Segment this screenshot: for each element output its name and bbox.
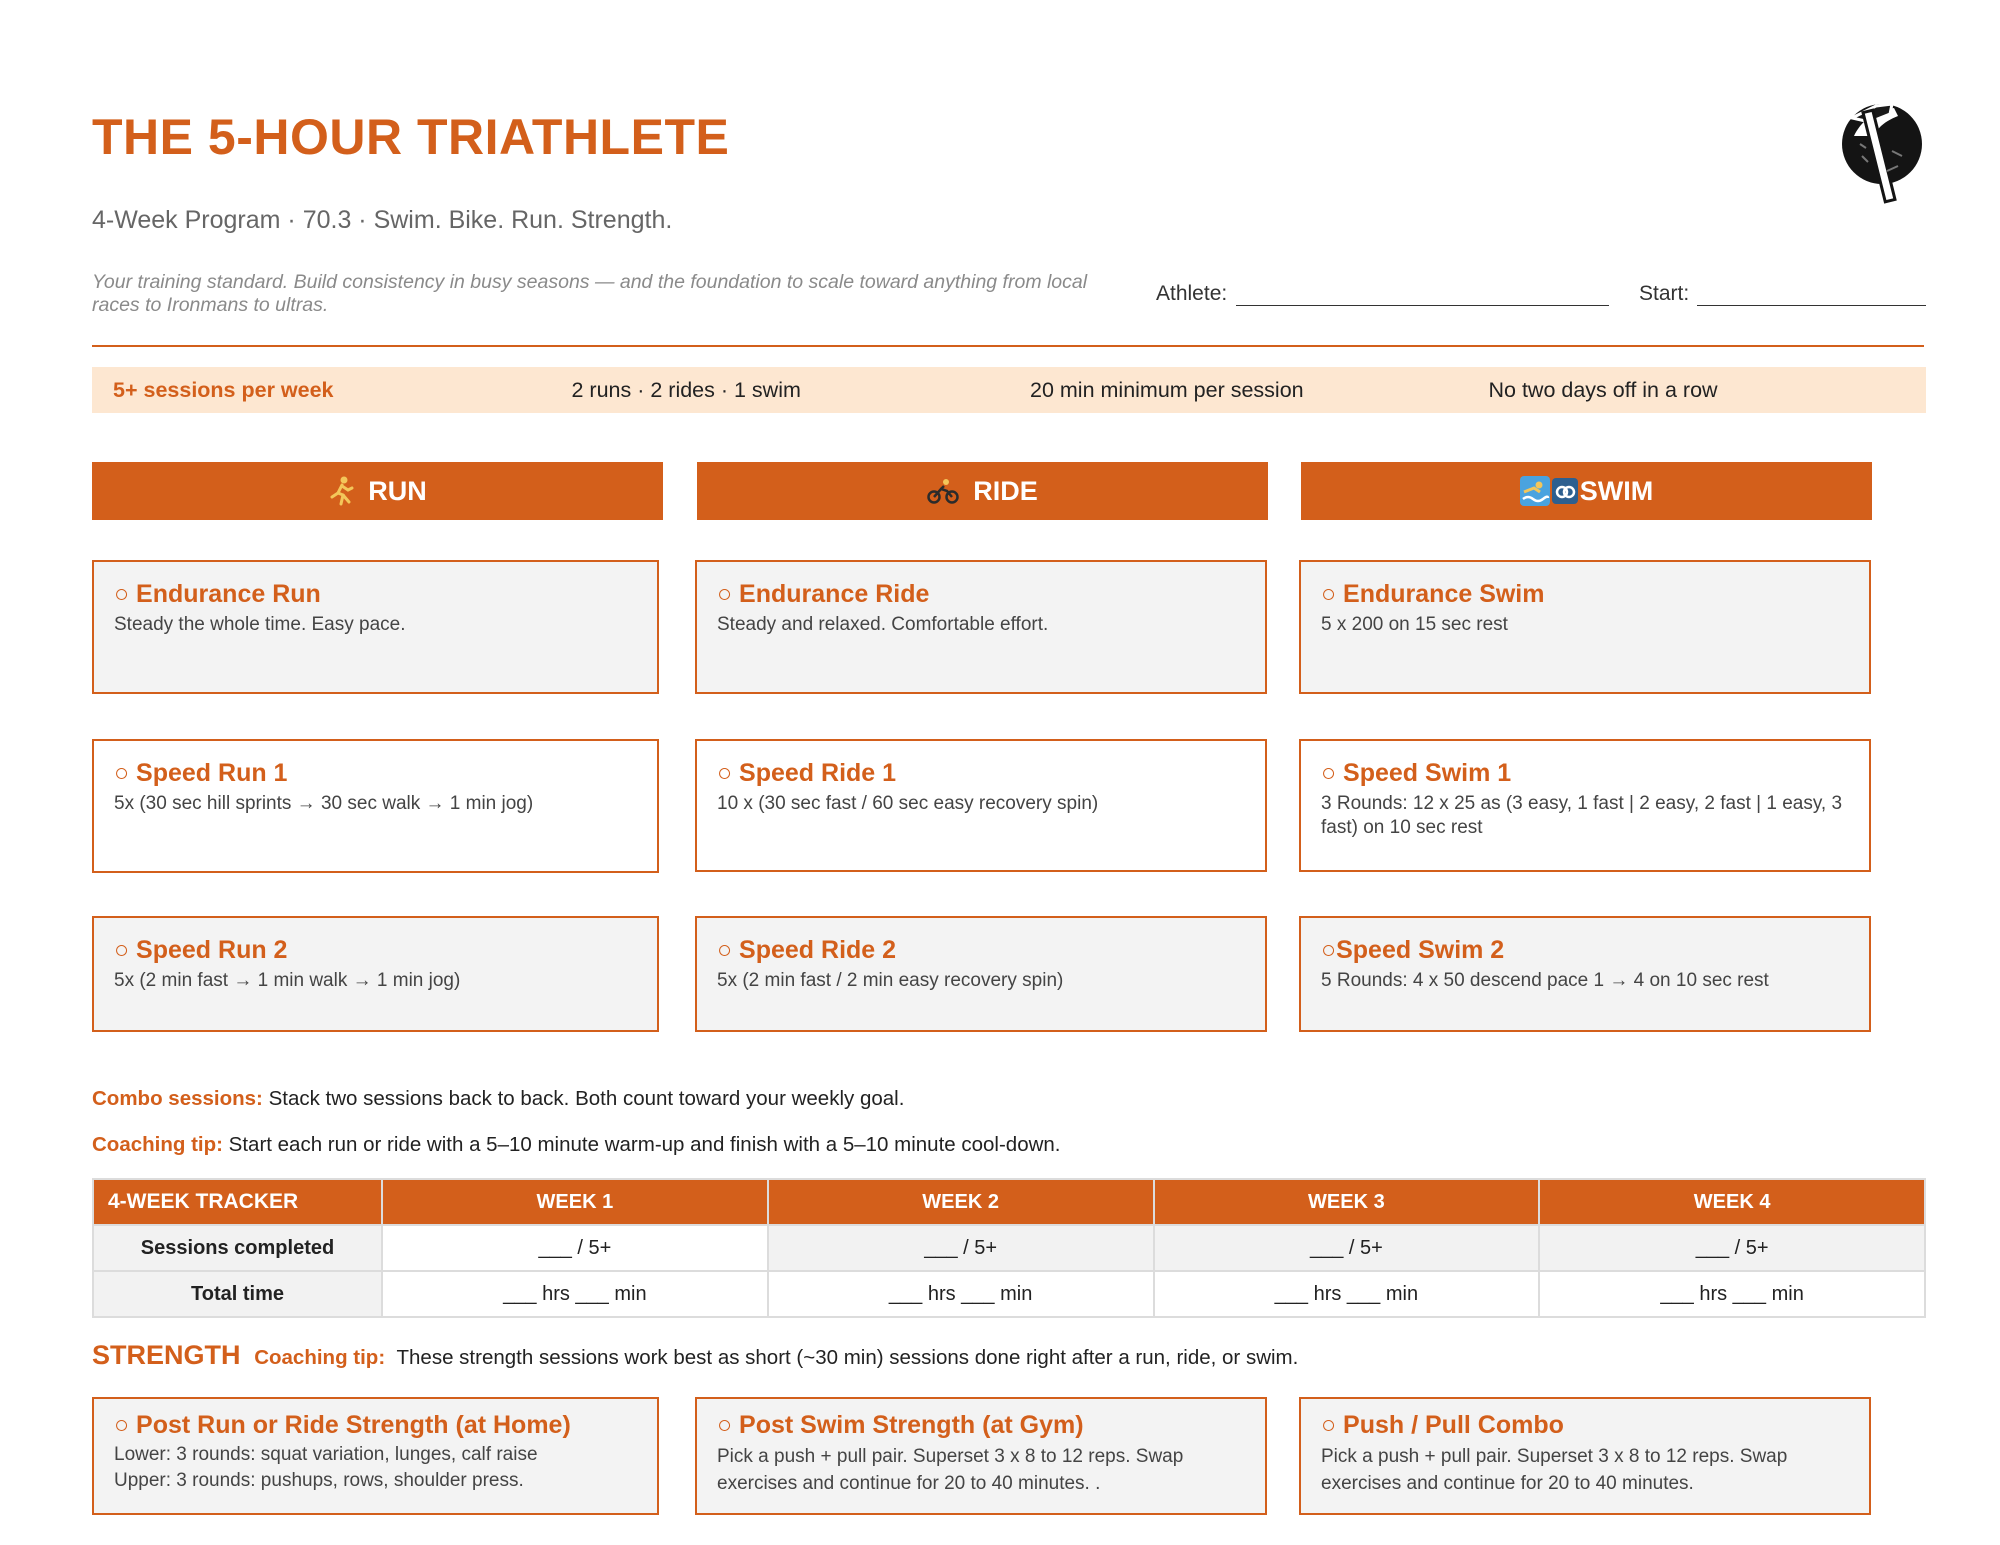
- strength-title: ○ Post Swim Strength (at Gym): [717, 1411, 1084, 1439]
- strength-line: Lower: 3 rounds: squat variation, lunges, calf raise: [114, 1444, 538, 1465]
- start-field[interactable]: [1697, 305, 1926, 306]
- workout-title: ○ Speed Swim 1: [1321, 759, 1512, 787]
- strength-line: Pick a push + pull pair. Superset 3 x 8 to 12 reps. Swap exercises and continue for 20 to 40 minutes. .: [717, 1446, 1184, 1494]
- strength-card[interactable]: [92, 1397, 659, 1515]
- swim-column-label: SWIM: [1579, 475, 1654, 506]
- tracker-cell[interactable]: ___ hrs ___ min: [768, 1271, 1154, 1317]
- workout-card[interactable]: [1299, 739, 1871, 872]
- page-title: THE 5-HOUR TRIATHLETE: [92, 109, 730, 165]
- tracker-cell[interactable]: ___ / 5+: [382, 1225, 768, 1271]
- waves-icon: [1552, 478, 1578, 504]
- workout-card[interactable]: [1299, 916, 1871, 1032]
- workout-card[interactable]: [92, 560, 659, 694]
- table-row: [93, 1271, 1925, 1317]
- week-header: WEEK 1: [382, 1179, 768, 1225]
- strength-card[interactable]: [1299, 1397, 1871, 1515]
- four-week-tracker: [92, 1178, 1926, 1318]
- swim-column-header: [1301, 462, 1872, 520]
- workout-title: ○ Speed Ride 2: [717, 936, 897, 964]
- cyclist-icon: [927, 478, 959, 504]
- coaching-tip-text: Start each run or ride with a 5–10 minute warm-up and finish with a 5–10 minute cool-down.: [228, 1133, 1061, 1156]
- tracker-cell[interactable]: ___ / 5+: [768, 1225, 1154, 1271]
- swimmer-icon: [1520, 476, 1550, 506]
- week-header: WEEK 3: [1154, 1179, 1540, 1225]
- week-header: WEEK 4: [1539, 1179, 1925, 1225]
- workout-description: 5 x 200 on 15 sec rest: [1321, 614, 1508, 635]
- athlete-label: Athlete:: [1156, 282, 1228, 305]
- rule-item: 5+ sessions per week: [113, 377, 334, 402]
- ride-column-label: RIDE: [973, 475, 1038, 506]
- strength-card[interactable]: [695, 1397, 1267, 1515]
- week-header: WEEK 2: [768, 1179, 1154, 1225]
- workout-title: ○ Endurance Run: [114, 580, 321, 608]
- workout-title: ○ Speed Run 1: [114, 759, 288, 787]
- tracker-cell[interactable]: ___ hrs ___ min: [1154, 1271, 1540, 1317]
- workout-title: ○Speed Swim 2: [1321, 936, 1505, 964]
- workout-description: 10 x (30 sec fast / 60 sec easy recovery spin): [717, 793, 1099, 814]
- combo-note: [92, 1087, 904, 1111]
- workout-description: 5x (2 min fast → 1 min walk → 1 min jog): [114, 970, 461, 991]
- strength-tip-label: Coaching tip:: [254, 1346, 386, 1369]
- intro-text: Your training standard. Build consistency in busy seasons — and the foundation to scale toward anything from local races to Ironmans to ultras.: [92, 271, 1088, 316]
- table-row: [93, 1225, 1925, 1271]
- workout-description: Steady and relaxed. Comfortable effort.: [717, 614, 1049, 635]
- strength-line: Upper: 3 rounds: pushups, rows, shoulder press.: [114, 1470, 524, 1491]
- workout-description: 5 Rounds: 4 x 50 descend pace 1 → 4 on 10 sec rest: [1321, 970, 1769, 991]
- tracker-cell[interactable]: ___ / 5+: [1539, 1225, 1925, 1271]
- start-label: Start:: [1639, 282, 1690, 305]
- workout-card[interactable]: [695, 916, 1267, 1032]
- workout-title: ○ Endurance Swim: [1321, 580, 1545, 608]
- workout-card[interactable]: [1299, 560, 1871, 694]
- strength-line: Pick a push + pull pair. Superset 3 x 8 to 12 reps. Swap exercises and continue for 20 to 40 minutes.: [1321, 1446, 1788, 1494]
- header-divider: [92, 345, 1924, 347]
- combo-label: Combo sessions:: [92, 1087, 263, 1110]
- workout-title: ○ Speed Run 2: [114, 936, 288, 964]
- runner-icon: [328, 476, 354, 506]
- axe-logo-icon: [1832, 96, 1930, 206]
- strength-title: ○ Push / Pull Combo: [1321, 1411, 1564, 1439]
- workout-title: ○ Endurance Ride: [717, 580, 930, 608]
- strength-heading: STRENGTH: [92, 1340, 241, 1370]
- workout-card[interactable]: [92, 739, 659, 873]
- tracker-heading: 4-WEEK TRACKER: [93, 1179, 382, 1225]
- tracker-cell[interactable]: ___ hrs ___ min: [382, 1271, 768, 1317]
- tracker-header-row: [93, 1179, 1925, 1225]
- workout-description: 5x (30 sec hill sprints → 30 sec walk → 1 min jog): [114, 793, 534, 814]
- athlete-field[interactable]: [1236, 305, 1609, 306]
- coaching-tip-label: Coaching tip:: [92, 1133, 223, 1156]
- workout-card[interactable]: [92, 916, 659, 1032]
- row-label: Total time: [93, 1271, 382, 1317]
- rule-item: No two days off in a row: [1488, 377, 1718, 402]
- page-subtitle: 4-Week Program · 70.3 · Swim. Bike. Run. Strength.: [92, 206, 673, 234]
- rule-item: 20 min minimum per session: [1030, 377, 1304, 402]
- strength-title: ○ Post Run or Ride Strength (at Home): [114, 1411, 571, 1439]
- workout-description: Steady the whole time. Easy pace.: [114, 614, 406, 635]
- combo-text: Stack two sessions back to back. Both count toward your weekly goal.: [268, 1087, 905, 1110]
- workout-card[interactable]: [695, 560, 1267, 694]
- coaching-tip-note: [92, 1133, 1061, 1157]
- run-column-label: RUN: [368, 475, 427, 506]
- workout-description: 3 Rounds: 12 x 25 as (3 easy, 1 fast | 2 easy, 2 fast | 1 easy, 3 fast) on 10 sec rest: [1321, 793, 1843, 838]
- rule-item: 2 runs · 2 rides · 1 swim: [571, 377, 801, 402]
- tracker-cell[interactable]: ___ / 5+: [1154, 1225, 1540, 1271]
- workout-card[interactable]: [695, 739, 1267, 872]
- strength-heading-line: [92, 1340, 1298, 1371]
- workout-description: 5x (2 min fast / 2 min easy recovery spin): [717, 970, 1064, 991]
- row-label: Sessions completed: [93, 1225, 382, 1271]
- workout-title: ○ Speed Ride 1: [717, 759, 897, 787]
- tracker-cell[interactable]: ___ hrs ___ min: [1539, 1271, 1925, 1317]
- weekly-rules-band: [92, 367, 1926, 413]
- strength-tip-text: These strength sessions work best as short (~30 min) sessions done right after a run, ride, or swim.: [396, 1346, 1299, 1369]
- ride-column-header: [697, 462, 1268, 520]
- run-column-header: [92, 462, 663, 520]
